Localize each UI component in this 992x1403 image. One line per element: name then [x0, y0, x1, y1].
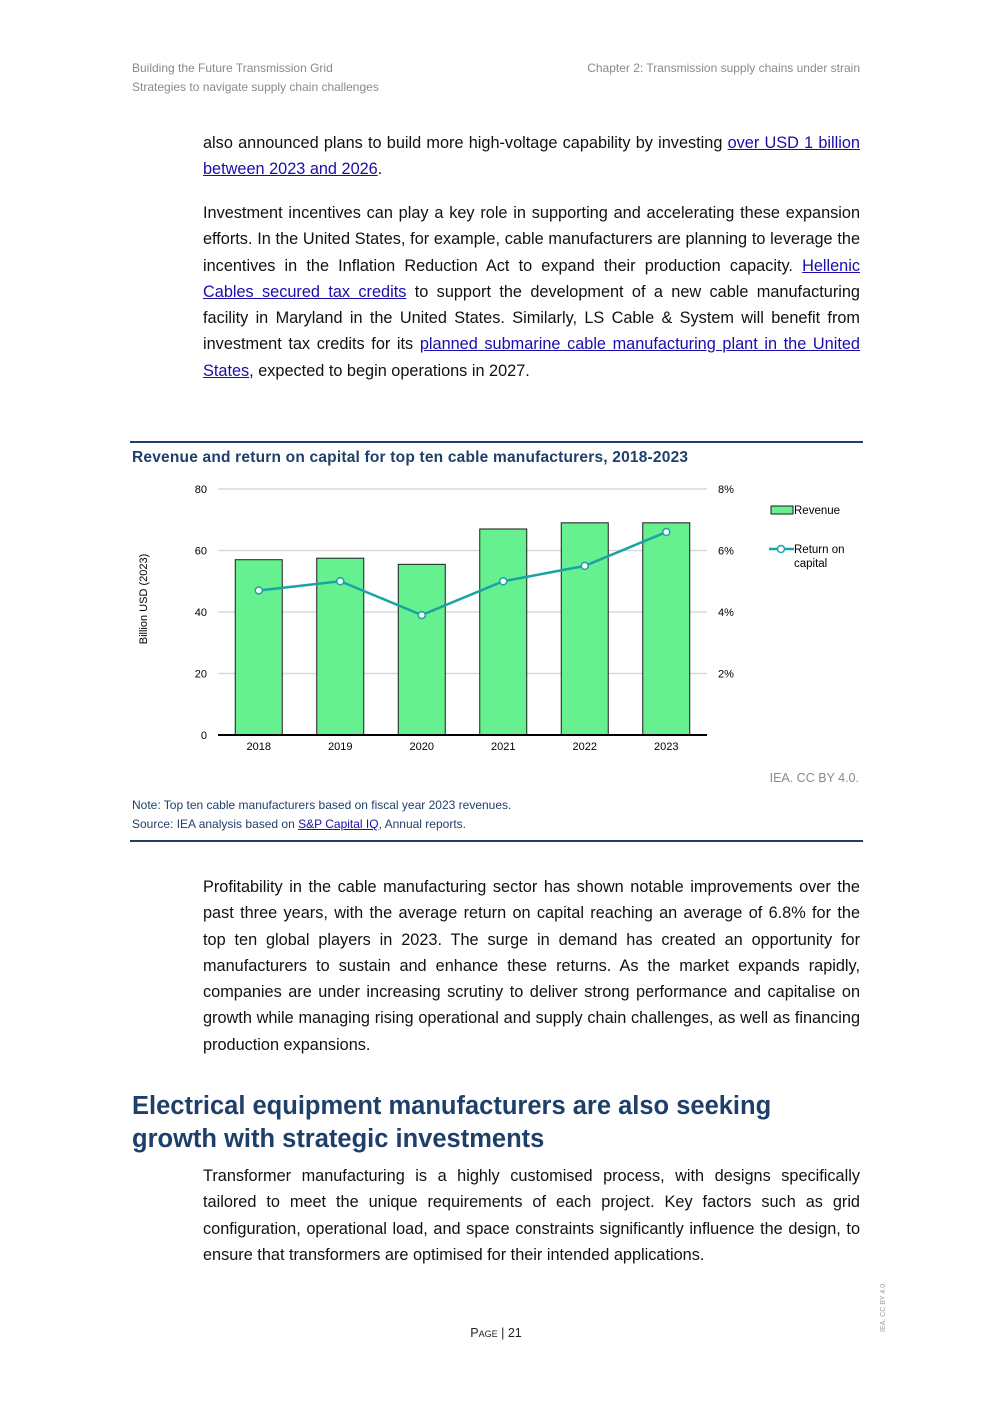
return-on-capital-point	[500, 578, 507, 585]
sp-capital-iq-link[interactable]: S&P Capital IQ	[298, 817, 379, 831]
paragraph-1	[203, 130, 860, 183]
x-tick-label: 2020	[409, 741, 434, 753]
y2-tick-label: 6%	[718, 545, 734, 558]
legend-roc-marker	[778, 546, 785, 553]
paragraph-2-text-a: Investment incentives can play a key role in supporting and accelerating these expansion efforts. In the United States, for example, cable manufacturers are planning to leverage the incentives in the Inflation Reduction Act to expand their production capacity.	[203, 204, 860, 275]
legend-roc-label-2: capital	[794, 558, 828, 570]
revenue-bar	[235, 560, 282, 735]
paragraph-2-text-c: , expected to begin operations in 2027.	[249, 361, 530, 380]
side-credit: IEA. CC BY 4.0.	[880, 1281, 887, 1332]
running-header-right: Chapter 2: Transmission supply chains under strain	[587, 61, 860, 75]
y-tick-label: 60	[194, 545, 207, 558]
y-tick-label: 20	[194, 668, 207, 681]
chart-title: Revenue and return on capital for top ten cable manufacturers, 2018-2023	[132, 449, 689, 466]
x-tick-label: 2023	[654, 741, 679, 753]
figure-credit: IEA. CC BY 4.0.	[769, 771, 859, 785]
return-on-capital-point	[255, 587, 262, 594]
figure-note: Note: Top ten cable manufacturers based on fiscal year 2023 revenues.	[132, 798, 512, 812]
y-tick-label: 0	[200, 730, 207, 742]
paragraph-1-end: .	[377, 160, 383, 179]
paragraph-2	[203, 200, 860, 384]
legend-revenue-label: Revenue	[794, 505, 841, 517]
submarine-plant-link[interactable]: planned submarine cable manufacturing plant in the United States	[203, 335, 860, 380]
paragraph-2-text-b: to support the development of a new cable manufacturing facility in Maryland in the United States. Similarly, LS Cable & System will benefit from investment tax credits for its	[203, 282, 860, 354]
y2-tick-label: 4%	[718, 607, 734, 619]
x-tick-label: 2018	[246, 741, 271, 753]
legend-roc-label: Return on	[794, 544, 845, 556]
x-tick-label: 2019	[328, 741, 353, 753]
figure-top-rule	[130, 441, 863, 443]
revenue-bar	[561, 523, 608, 735]
source-text-pre: Source: IEA analysis based on	[132, 817, 299, 831]
revenue-bar	[398, 564, 445, 735]
running-header-left	[132, 59, 379, 97]
paragraph-4: Transformer manufacturing is a highly customised process, with designs specifically tailored to meet the unique requirements of each project. Key factors such as grid configuration, operational load, and space constraints significantly influence the design, to ensure that transformers are optimised for their intended applications.	[203, 1167, 860, 1264]
header-title: Building the Future Transmission Grid	[132, 61, 333, 75]
return-on-capital-point	[337, 578, 344, 585]
header-subtitle: Strategies to navigate supply chain challenges	[132, 80, 379, 94]
legend-revenue-swatch	[771, 506, 793, 514]
paragraph-3: Profitability in the cable manufacturing sector has shown notable improvements over the past three years, with the average return on capital reaching an average of 6.8% for the top ten global players in 2023. The surge in demand has created an opportunity for manufacturers to sustain and enhance these returns. As the market expands rapidly, companies are under increasing scrutiny to deliver strong performance and capitalise on growth while managing rising operational and supply chain challenges, as well as financing production expansions.	[203, 878, 860, 1054]
hellenic-cables-link[interactable]: Hellenic Cables secured tax credits	[203, 256, 860, 301]
return-on-capital-point	[581, 562, 588, 569]
revenue-roc-chart	[130, 478, 863, 760]
page-separator: |	[497, 1326, 508, 1340]
y-axis-label: Billion USD (2023)	[138, 553, 150, 645]
page-label: Page	[470, 1326, 498, 1340]
y-tick-label: 80	[194, 484, 207, 496]
y2-tick-label: 8%	[718, 484, 734, 496]
investment-link[interactable]: over USD 1 billion between 2023 and 2026	[203, 134, 860, 179]
y-tick-label: 40	[194, 607, 207, 619]
x-tick-label: 2022	[572, 741, 597, 753]
return-on-capital-point	[418, 612, 425, 619]
revenue-bar	[480, 529, 527, 735]
page-footer	[0, 1326, 992, 1340]
y2-tick-label: 2%	[718, 668, 734, 681]
figure-bottom-rule	[130, 840, 863, 842]
revenue-bar	[643, 523, 690, 735]
x-tick-label: 2021	[491, 741, 516, 753]
source-text-post: , Annual reports.	[378, 817, 466, 831]
page-number: 21	[507, 1326, 522, 1340]
section-heading: Electrical equipment manufacturers are also seeking growth with strategic investments	[132, 1092, 772, 1153]
paragraph-1-text: also announced plans to build more high-voltage capability by investing	[203, 134, 728, 152]
return-on-capital-point	[663, 529, 670, 536]
figure-source	[132, 815, 466, 834]
